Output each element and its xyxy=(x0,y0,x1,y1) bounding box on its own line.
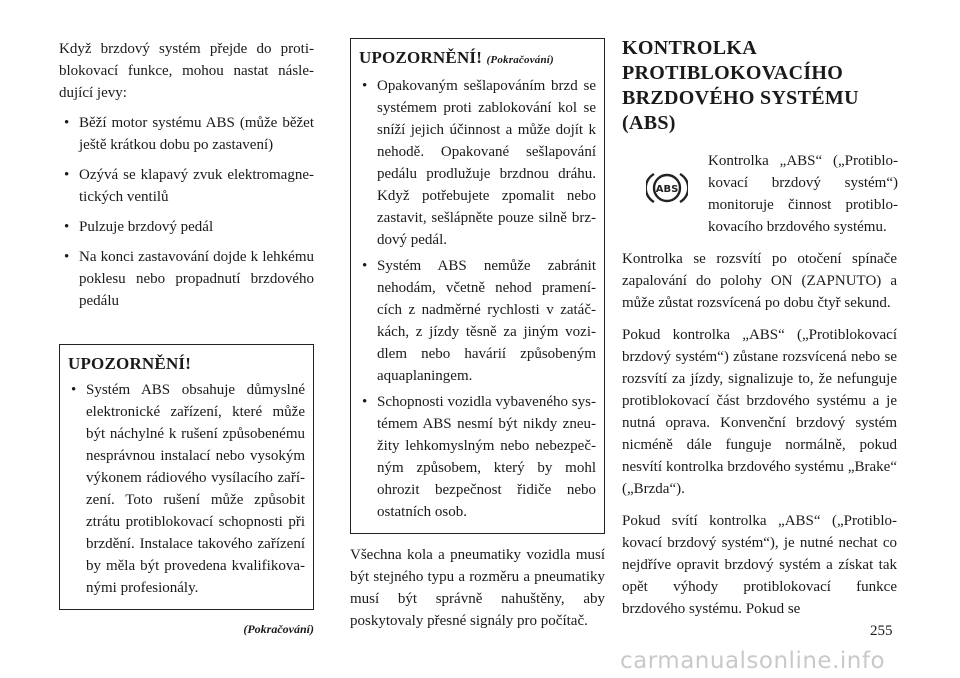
list-item: • Na konci zastavování dojde k lehkému poklesu nebo propadnutí brzdového pedálu xyxy=(59,246,314,312)
abs-effects-list xyxy=(59,112,314,312)
paragraph: Pokud svítí kontrolka „ABS“ („Protiblokovací brzdový systém“), je nutné nechat co nejdříve opravit brzdový systém a získat tak opět výhody protiblokovací funkce brzdového systému. Pokud se xyxy=(622,513,897,617)
paragraph: Pokud kontrolka „ABS“ („Protiblokovací brzdový systém“) zůstane rozsvícená nebo se rozsvítí za jízdy, signalizuje to, že nefunguje protiblokovací část brzdového systému a je nutná oprava. Konvenční brzdový systém nicméně dále funguje normálně, pokud nesvítí kontrolka brzdového systému „Brake“ („Brzda“). xyxy=(622,327,897,497)
continued-label: (Pokračování) xyxy=(486,54,554,66)
abs-indicator-block xyxy=(622,150,897,250)
abs-warning-light-icon xyxy=(646,170,688,206)
warning-list xyxy=(68,379,305,599)
warning-title: UPOZORNĚNÍ! xyxy=(68,354,192,373)
warning-title-text: UPOZORNĚNÍ! xyxy=(359,48,483,67)
abs-icon-label: ABS xyxy=(655,184,679,195)
paragraph: Kontrolka se rozsvítí po otočení spínače zapalování do polohy ON (ZAPNUTO) a může zůstat rozsvícená po dobu čtyř sekund. xyxy=(622,251,897,311)
list-item: • Schopnosti vozidla vybaveného systémem ABS nesmí být nikdy zneužity lehkomyslným nebo nebezpečným způsobem, který by mohl ohrozit bezpečnost řidiče nebo ostatních osob. xyxy=(359,391,596,523)
warning-title xyxy=(359,47,596,71)
watermark: carmanualsonline.info xyxy=(620,648,886,674)
column-left xyxy=(59,38,314,637)
list-item: • Běží motor systému ABS (může běžet ještě krátkou dobu po zastavení) xyxy=(59,112,314,156)
column-middle xyxy=(350,38,605,632)
warning-box xyxy=(59,344,314,610)
warning-list xyxy=(359,75,596,523)
list-item: • Ozývá se klapavý zvuk elektromagnetických ventilů xyxy=(59,164,314,208)
list-item: • Pulzuje brzdový pedál xyxy=(59,216,314,238)
list-item: • Systém ABS obsahuje důmyslné elektronické zařízení, které může být náchylné k rušení způsobenému nesprávnou instalací nebo vysokým výkonem rádiového vysílacího zařízení. Toto rušení může způsobit ztrátu protiblokovací schopnosti při brzdění. Instalace takového zařízení by měla být provedena kvalifikovanými profesionály. xyxy=(68,379,305,599)
abs-indicator-description: Kontrolka „ABS“ („Protiblokovací brzdový systém“) monitoruje činnost protiblokovacího brzdového systému. xyxy=(708,153,898,235)
continued-label: (Pokračování) xyxy=(243,622,314,636)
list-item: • Opakovaným sešlapováním brzd se systémem proti zablokování kol se sníží jejich účinnost a může dojít k nehodě. Opakované sešlapování pedálu prodlužuje brzdnou dráhu. Když potřebujete zpomalit nebo zastavit, sešlápněte pouze silně brzdový pedál. xyxy=(359,75,596,251)
tires-paragraph: Všechna kola a pneumatiky vozidla musí být stejného typu a rozměru a pneumatiky musí být správně nahuštěny, aby poskytovaly přesné signály pro počítač. xyxy=(350,547,605,629)
list-item: • Systém ABS nemůže zabránit nehodám, včetně nehod pramenících z nadměrné rychlosti v zatáčkách, z jízdy těsně za jiným vozidlem nebo havárií způsobeným aquaplaningem. xyxy=(359,255,596,387)
intro-paragraph: Když brzdový systém přejde do protiblokovací funkce, mohou nastat následující jevy: xyxy=(59,41,314,101)
column-right xyxy=(622,36,897,620)
warning-box-continued xyxy=(350,38,605,534)
page-number: 255 xyxy=(870,623,893,639)
section-heading: KONTROLKA PROTIBLOKOVACÍHO BRZDOVÉHO SYSTÉMU (ABS) xyxy=(622,37,859,134)
